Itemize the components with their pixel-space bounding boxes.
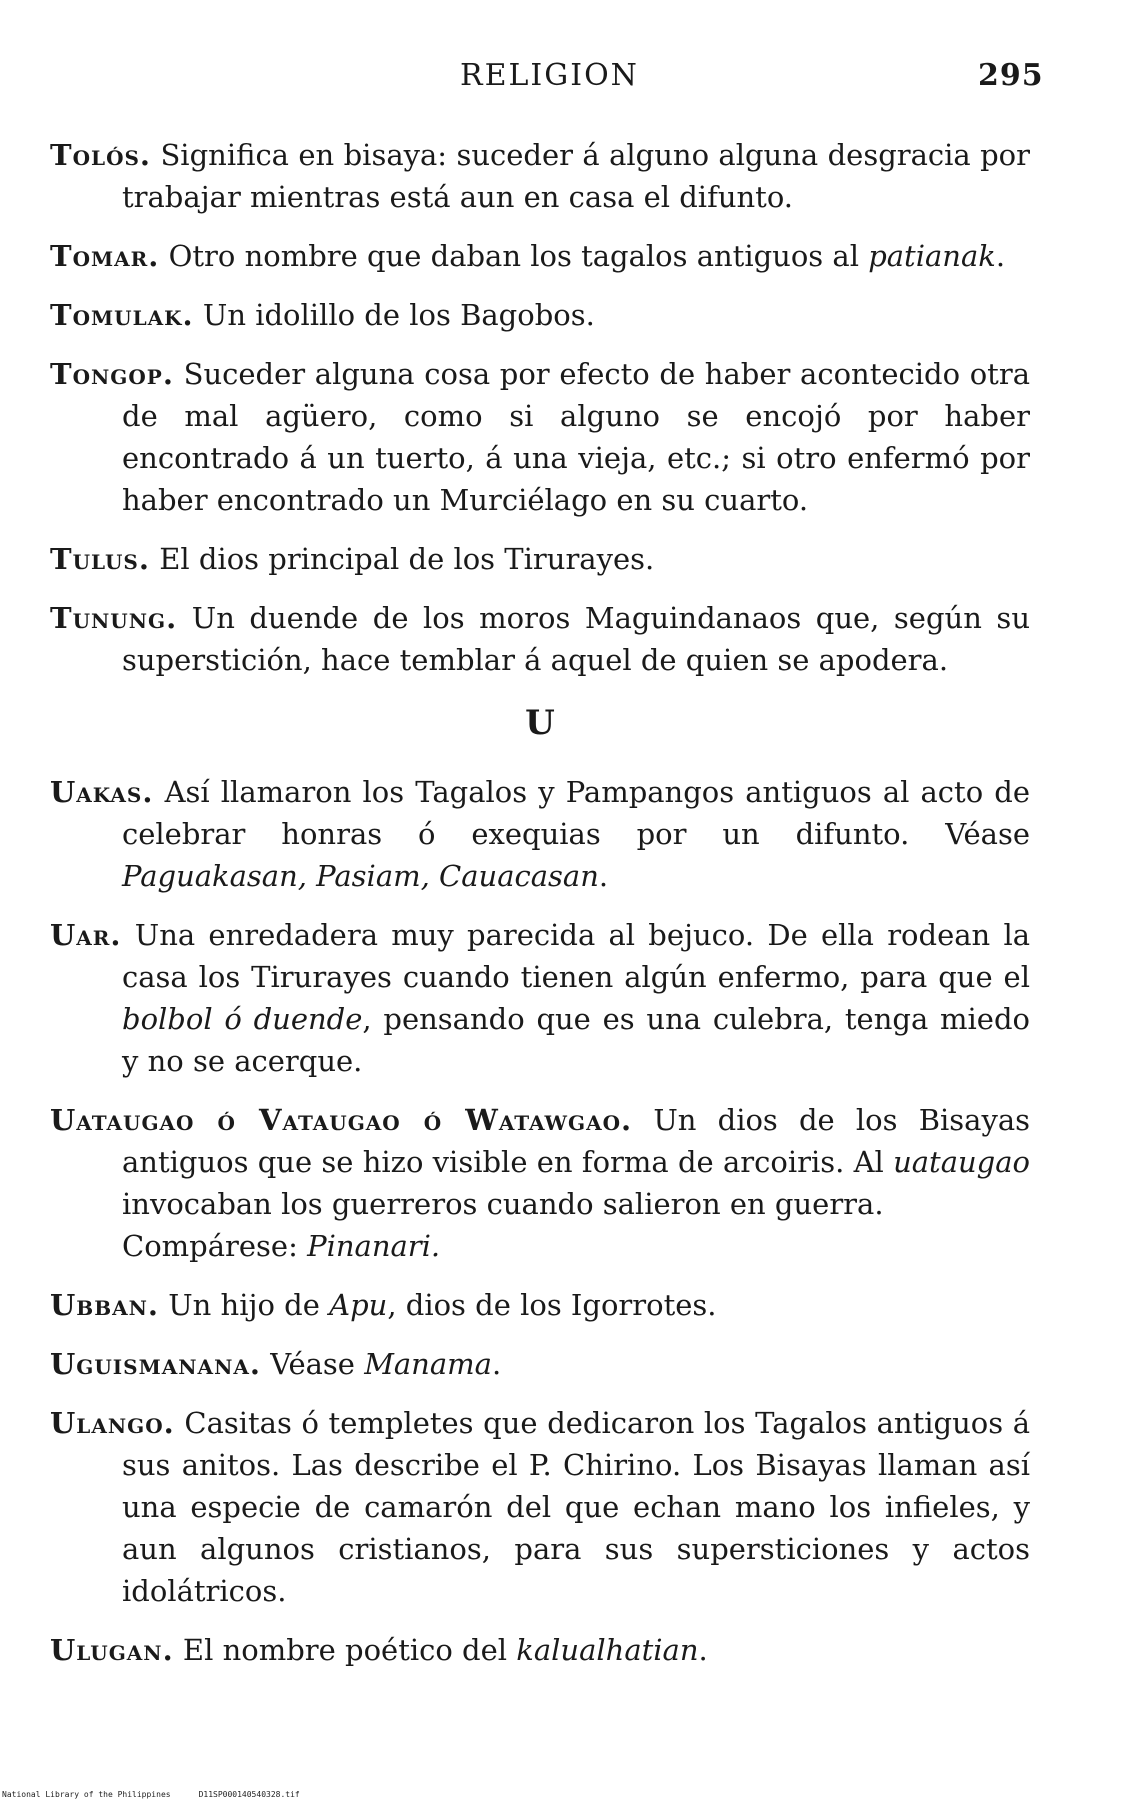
definition: Véase bbox=[270, 1347, 365, 1381]
headword: Uakas. bbox=[50, 775, 154, 809]
definition: Un dios de los Bisayas antiguos que se hizo visible en forma de arcoiris. Al bbox=[122, 1103, 1031, 1179]
entry-tunung bbox=[50, 597, 1030, 681]
headword: Tolós. bbox=[50, 138, 152, 172]
definition-italic: Apu bbox=[329, 1288, 388, 1322]
definition-end: . bbox=[698, 1633, 708, 1667]
entry-tomulak bbox=[50, 294, 1030, 336]
entry-tongop bbox=[50, 353, 1030, 521]
compare-term: Pinanari. bbox=[307, 1229, 441, 1263]
headword: Ubban. bbox=[50, 1288, 159, 1322]
entry-uar bbox=[50, 914, 1030, 1082]
entry-uguismanana bbox=[50, 1343, 1030, 1385]
scan-footer bbox=[2, 1790, 300, 1799]
page-number: 295 bbox=[978, 58, 1044, 93]
definition: Suceder alguna cosa por efecto de haber acontecido otra de mal agüero, como si alguno se encojó por haber encontrado á un tuerto, á una vieja, etc.; si otro enfermó por haber encontrado un Murciélago en su cuarto. bbox=[122, 357, 1030, 517]
footer-source: National Library of the Philippines bbox=[2, 1790, 171, 1799]
entry-tulus bbox=[50, 538, 1030, 580]
definition-end: invocaban los guerreros cuando salieron en guerra. bbox=[122, 1187, 884, 1221]
definition: Un hijo de bbox=[168, 1288, 330, 1322]
entry-ulango bbox=[50, 1402, 1030, 1612]
definition: Casitas ó templetes que dedicaron los Tagalos antiguos á sus anitos. Las describe el P. Chirino. Los Bisayas llaman así una especie de camarón del que echan mano los infieles, y aun algunos cristianos, para sus supersticiones y actos idolátricos. bbox=[122, 1406, 1030, 1608]
headword: Tulus. bbox=[50, 542, 150, 576]
running-head bbox=[0, 58, 1132, 108]
page-title: RELIGION bbox=[460, 58, 639, 93]
definition-italic: patianak bbox=[868, 239, 996, 273]
definition: El nombre poético del bbox=[182, 1633, 517, 1667]
headword: Uguismanana. bbox=[50, 1347, 261, 1381]
entry-list bbox=[50, 134, 1030, 1688]
definition-end: , pensando que es una culebra, tenga miedo y no se acerque. bbox=[122, 1002, 1030, 1078]
definition: Otro nombre que daban los tagalos antiguos al bbox=[168, 239, 869, 273]
definition: Un duende de los moros Maguindanaos que, según su superstición, hace temblar á aquel de quien se apodera. bbox=[122, 601, 1030, 677]
entry-uakas bbox=[50, 771, 1030, 897]
definition-end: . bbox=[491, 1347, 502, 1381]
definition-italic: Paguakasan, Pasiam, Cauacasan bbox=[122, 859, 599, 893]
entry-ubban bbox=[50, 1284, 1030, 1326]
headword: Uataugao ó Vataugao ó Watawgao. bbox=[50, 1103, 633, 1137]
definition: Una enredadera muy parecida al bejuco. De ella rodean la casa los Tirurayes cuando tienen algún enfermo, para que el bbox=[122, 918, 1031, 994]
headword: Ulugan. bbox=[50, 1633, 174, 1667]
definition-italic: kalualhatian bbox=[516, 1633, 699, 1667]
definition: Significa en bisaya: suceder á alguno alguna desgracia por trabajar mientras está aun en casa el difunto. bbox=[122, 138, 1030, 214]
definition: Un idolillo de los Bagobos. bbox=[202, 298, 595, 332]
headword: Uar. bbox=[50, 918, 122, 952]
headword: Ulango. bbox=[50, 1406, 175, 1440]
definition-italic: bolbol ó duende bbox=[122, 1002, 363, 1036]
entry-ulugan bbox=[50, 1629, 1030, 1671]
definition-italic: uataugao bbox=[893, 1145, 1030, 1179]
entry-uataugao bbox=[50, 1099, 1030, 1267]
headword: Tomulak. bbox=[50, 298, 194, 332]
compare-label: Compárese: bbox=[122, 1229, 298, 1263]
definition-end: , dios de los Igorrotes. bbox=[387, 1288, 717, 1322]
section-letter: U bbox=[525, 703, 555, 743]
definition: El dios principal de los Tirurayes. bbox=[159, 542, 655, 576]
headword: Tomar. bbox=[50, 239, 160, 273]
definition-end: . bbox=[598, 859, 609, 893]
headword: Tunung. bbox=[50, 601, 178, 635]
definition-end: . bbox=[995, 239, 1006, 273]
definition: Así llamaron los Tagalos y Pampangos antiguos al acto de celebrar honras ó exequias por un difunto. Véase bbox=[122, 775, 1030, 851]
entry-tomar bbox=[50, 235, 1030, 277]
definition-italic: Manama bbox=[364, 1347, 492, 1381]
headword: Tongop. bbox=[50, 357, 174, 391]
footer-file-id: D11SP000140540328.tif bbox=[198, 1790, 300, 1799]
entry-tolos bbox=[50, 134, 1030, 218]
